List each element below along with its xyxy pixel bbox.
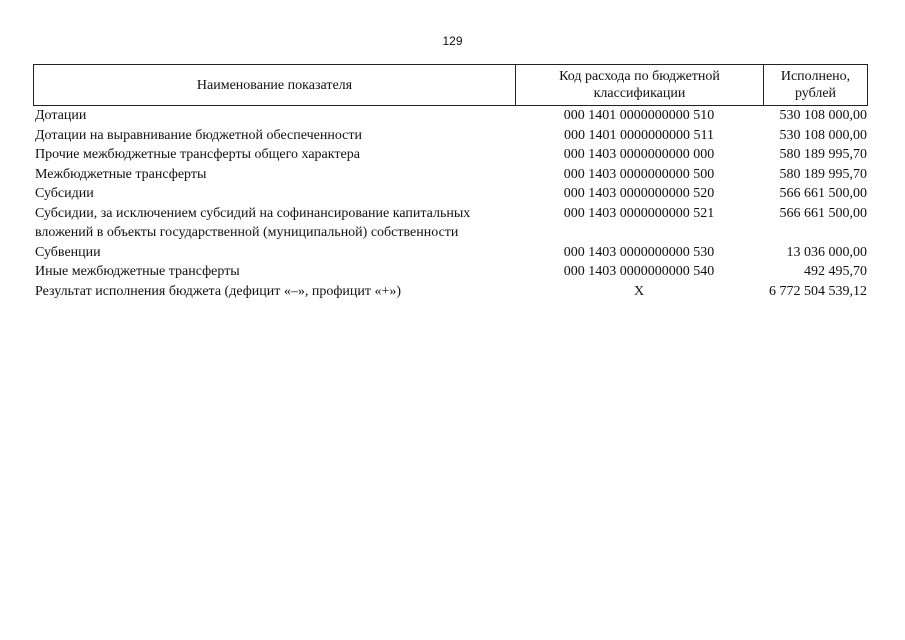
table-row <box>33 165 868 185</box>
row-name: Субвенции <box>35 244 101 260</box>
row-name: Межбюджетные трансферты <box>35 166 207 182</box>
row-name: Дотации <box>35 108 87 123</box>
table-row <box>33 126 868 146</box>
table-row <box>33 145 868 165</box>
header-amount: Исполнено, рублей <box>780 69 851 101</box>
row-amount: 580 189 995,70 <box>779 147 867 162</box>
row-amount: 492 495,70 <box>804 264 867 279</box>
table-row <box>33 106 868 126</box>
header-name: Наименование показателя <box>34 65 516 105</box>
row-name: Прочие межбюджетные трансферты общего характера <box>35 147 360 162</box>
header-code: Код расхода по бюджетной классификации <box>516 65 764 105</box>
table-row <box>33 184 868 204</box>
table-row <box>33 282 868 302</box>
table-header <box>33 64 868 106</box>
row-amount: 566 661 500,00 <box>779 205 867 221</box>
row-code: 000 1401 0000000000 511 <box>564 127 714 143</box>
row-code: 000 1403 0000000000 500 <box>563 166 715 182</box>
row-amount: 580 189 995,70 <box>779 166 867 182</box>
row-code: X <box>633 283 645 299</box>
row-code: 000 1403 0000000000 521 <box>563 205 715 221</box>
page-number: 129 <box>442 34 463 48</box>
table-row <box>33 243 868 263</box>
row-name: Дотации на выравнивание бюджетной обеспеченности <box>35 127 362 143</box>
row-code: 000 1403 0000000000 540 <box>563 264 715 279</box>
row-code: 000 1403 0000000000 520 <box>563 186 715 201</box>
row-amount: 530 108 000,00 <box>779 108 867 123</box>
table-row <box>33 204 868 243</box>
row-code: 000 1403 0000000000 530 <box>563 244 715 260</box>
row-name: Субсидии <box>35 186 94 201</box>
table-row <box>33 262 868 282</box>
row-amount: 6 772 504 539,12 <box>769 283 867 299</box>
row-amount: 566 661 500,00 <box>779 186 867 201</box>
row-name: Результат исполнения бюджета (дефицит «–», профицит «+») <box>35 283 402 299</box>
row-code: 000 1403 0000000000 000 <box>563 147 715 162</box>
row-name: Иные межбюджетные трансферты <box>35 264 240 279</box>
row-amount: 13 036 000,00 <box>786 244 867 260</box>
row-amount: 530 108 000,00 <box>779 127 867 143</box>
row-code: 000 1401 0000000000 510 <box>563 108 715 123</box>
row-name: Субсидии, за исключением субсидий на софинансирование капитальных вложений в объекты государственной (муниципальной) собственности <box>35 205 471 240</box>
table-body <box>33 106 868 301</box>
